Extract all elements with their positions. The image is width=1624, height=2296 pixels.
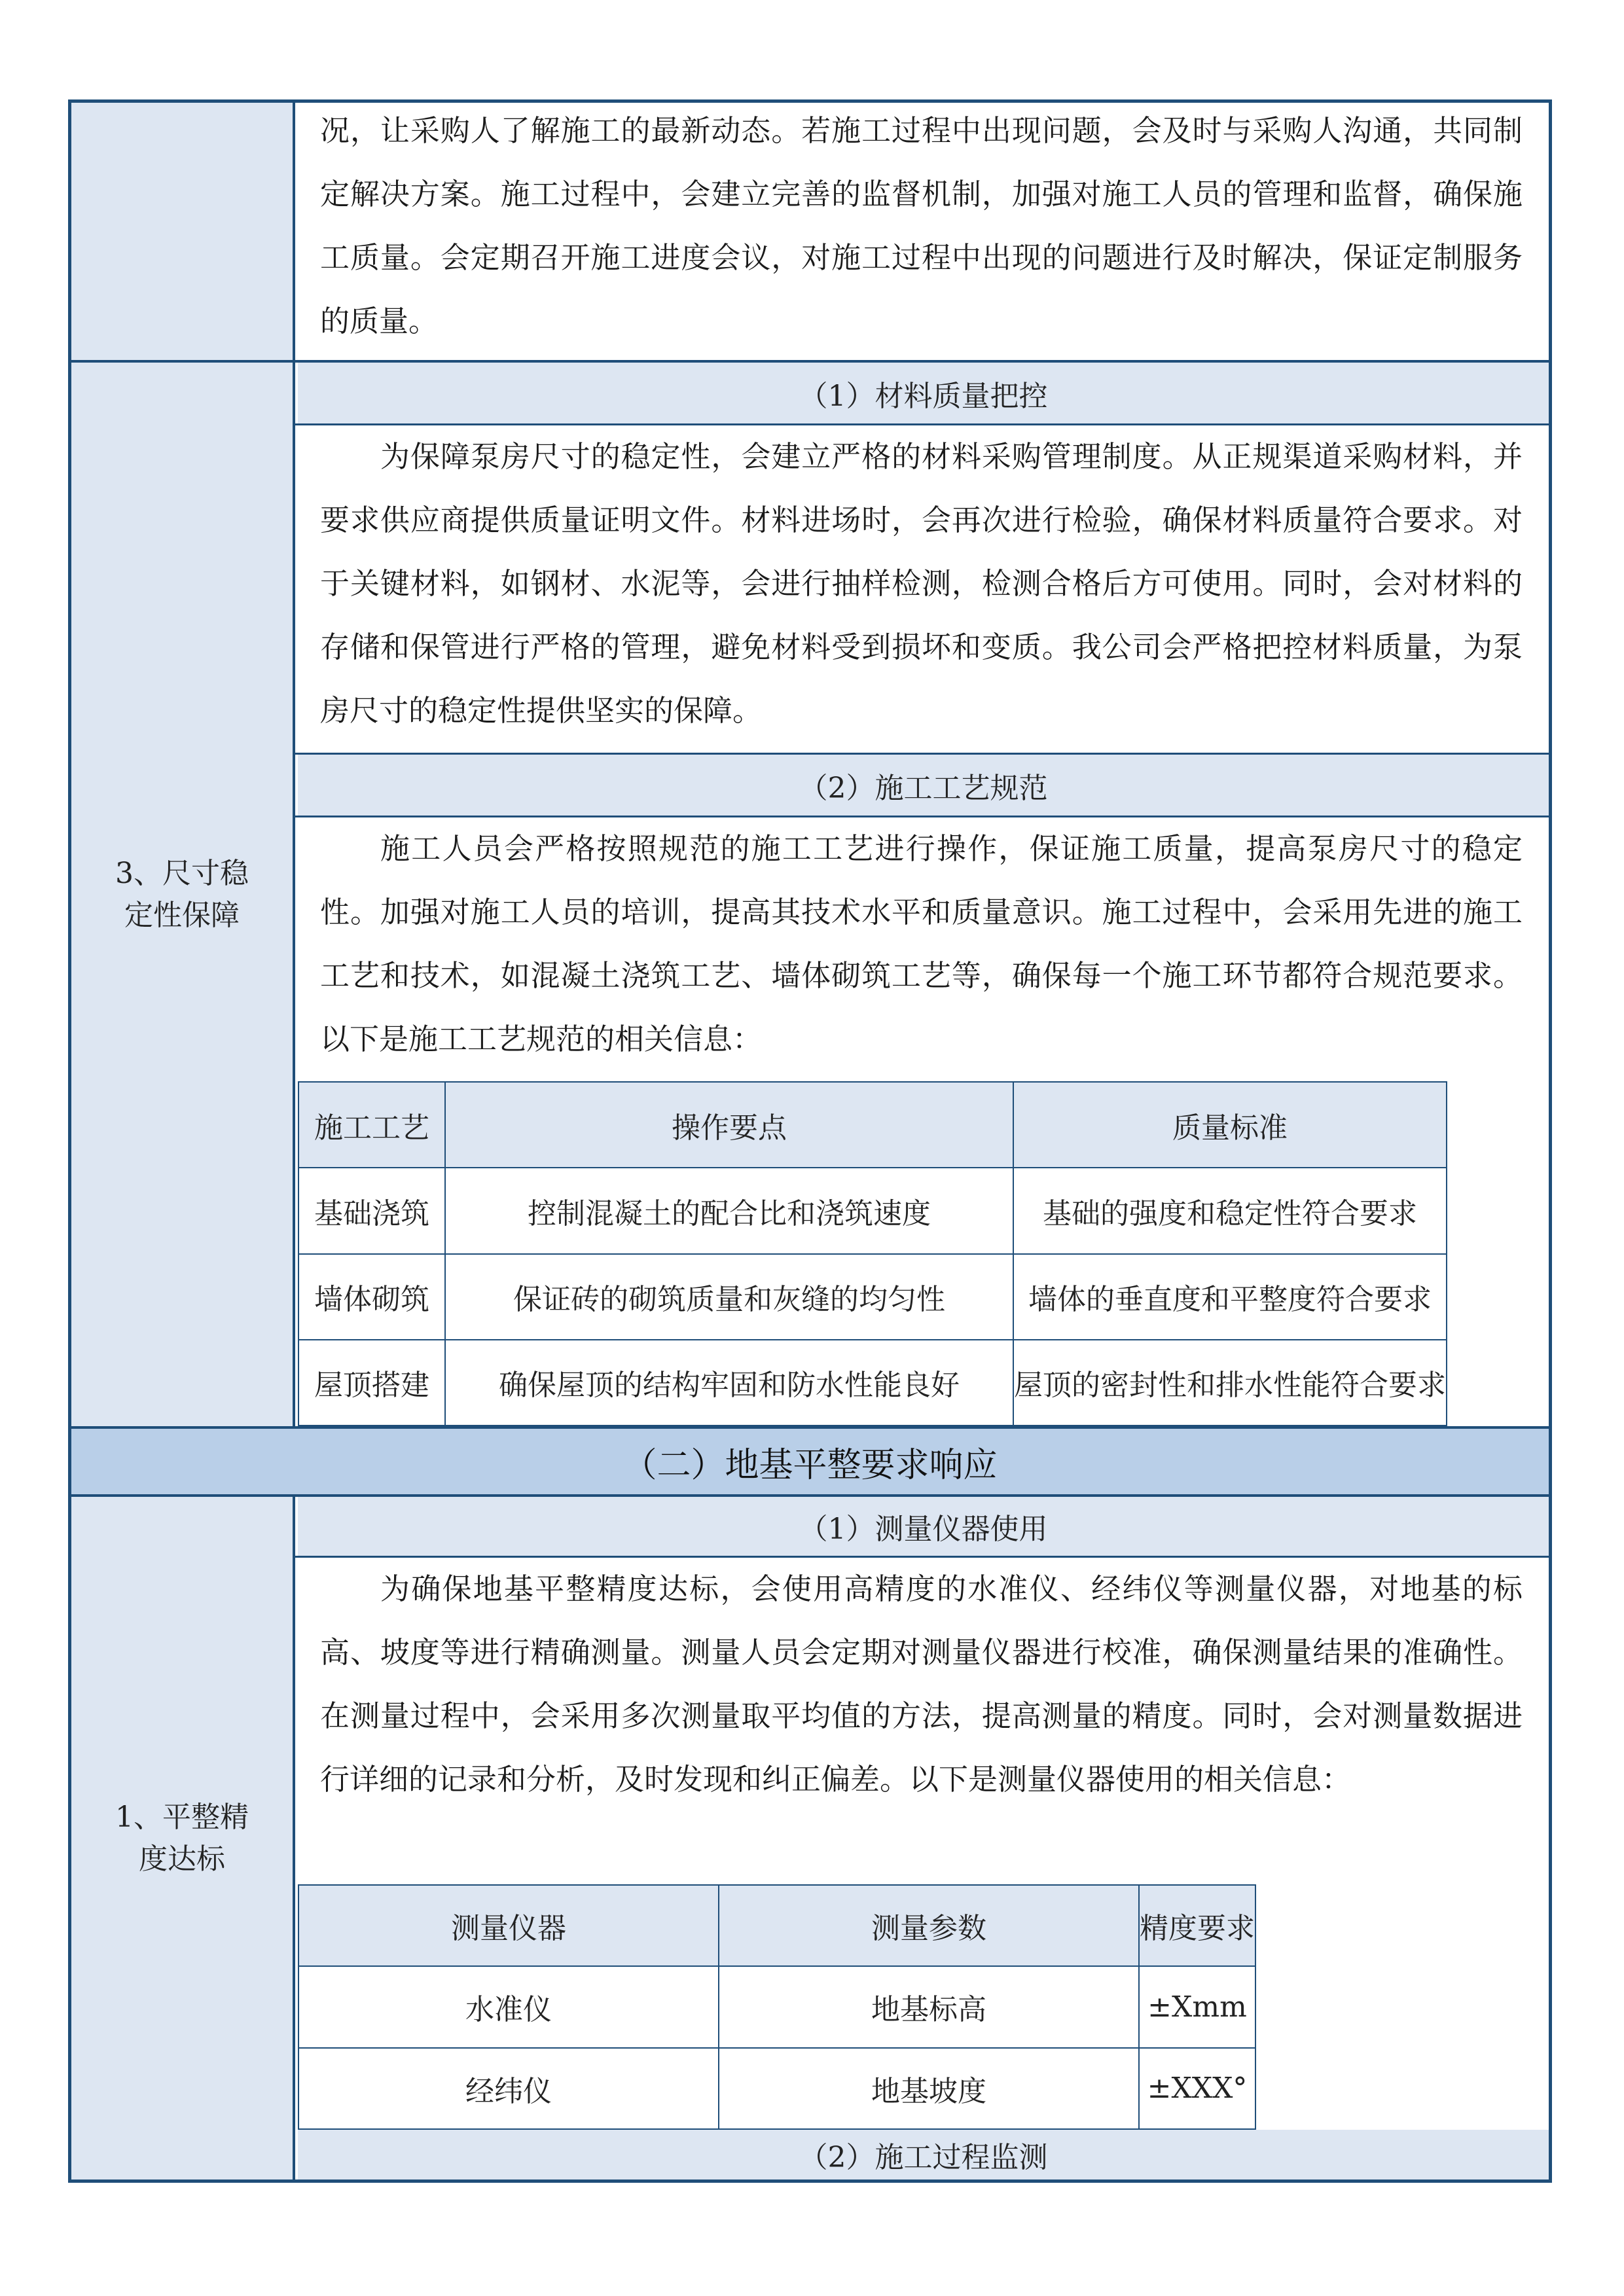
section-title-foundation: （二）地基平整要求响应: [71, 1429, 1549, 1494]
label-size-stability: [71, 363, 295, 1426]
subheading-material-quality: （1）材料质量把控: [298, 363, 1549, 423]
table-header-cell: 施工工艺: [298, 1082, 445, 1168]
subheading-instrument-use: （1）测量仪器使用: [298, 1497, 1549, 1556]
table-header-cell: 测量仪器: [298, 1885, 719, 1966]
process-table: [298, 1081, 1447, 1426]
document-frame: [68, 99, 1552, 2183]
table-header-cell: 质量标准: [1013, 1082, 1447, 1168]
table-cell: 墙体的垂直度和平整度符合要求: [1013, 1254, 1447, 1340]
label-line-2: 定性保障: [124, 898, 240, 932]
label-flatness-precision: [71, 1497, 295, 2179]
continuation-paragraph: 况，让采购人了解施工的最新动态。若施工过程中出现问题，会及时与采购人沟通，共同制定解决方案。施工过程中，会建立完善的监督机制，加强对施工人员的管理和监督，确保施工质量。会定期召开施工进度会议，对施工过程中出现的问题进行及时解决，保证定制服务的质量。: [320, 113, 1523, 338]
table-cell: 控制混凝土的配合比和浇筑速度: [445, 1168, 1013, 1253]
table-header-cell: 精度要求: [1139, 1885, 1255, 1966]
table-row: [298, 2048, 1255, 2129]
table-cell: ±Xmm: [1139, 1966, 1255, 2047]
table-cell: 地基标高: [719, 1966, 1139, 2047]
table-row: [298, 1340, 1447, 1426]
left-cell-blank: [71, 103, 295, 360]
table-row: [298, 1966, 1255, 2047]
label-line-1: 3、尺寸稳: [115, 856, 249, 890]
construction-process-paragraph: 施工人员会严格按照规范的施工工艺进行操作，保证施工质量，提高泵房尺寸的稳定性。加强对施工人员的培训，提高其技术水平和质量意识。施工过程中，会采用先进的施工工艺和技术，如混凝土浇筑工艺、墙体砌筑工艺等，确保每一个施工环节都符合规范要求。以下是施工工艺规范的相关信息：: [320, 831, 1523, 1056]
table-header-cell: 操作要点: [445, 1082, 1013, 1168]
table-cell: 水准仪: [298, 1966, 719, 2047]
label-line-2: 度达标: [139, 1842, 225, 1876]
table-cell: 经纬仪: [298, 2048, 719, 2129]
table-row: [298, 1254, 1447, 1340]
table-cell: ±XXX°: [1139, 2048, 1255, 2129]
instrument-use-paragraph: 为确保地基平整精度达标，会使用高精度的水准仪、经纬仪等测量仪器，对地基的标高、坡度等进行精确测量。测量人员会定期对测量仪器进行校准，确保测量结果的准确性。在测量过程中，会采用多次测量取平均值的方法，提高测量的精度。同时，会对测量数据进行详细的记录和分析，及时发现和纠正偏差。以下是测量仪器使用的相关信息：: [320, 1571, 1523, 1797]
table-cell: 基础浇筑: [298, 1168, 445, 1253]
table-header-row: [298, 1885, 1255, 1966]
subheading-process-monitoring: （2）施工过程监测: [298, 2130, 1549, 2179]
table-cell: 确保屋顶的结构牢固和防水性能良好: [445, 1340, 1013, 1426]
table-cell: 基础的强度和稳定性符合要求: [1013, 1168, 1447, 1253]
label-line-1: 1、平整精: [115, 1800, 249, 1834]
table-header-row: [298, 1082, 1447, 1168]
subheading-construction-process: （2）施工工艺规范: [298, 755, 1549, 816]
table-cell: 保证砖的砌筑质量和灰缝的均匀性: [445, 1254, 1013, 1340]
table-cell: 墙体砌筑: [298, 1254, 445, 1340]
material-quality-paragraph: 为保障泵房尺寸的稳定性，会建立严格的材料采购管理制度。从正规渠道采购材料，并要求供应商提供质量证明文件。材料进场时，会再次进行检验，确保材料质量符合要求。对于关键材料，如钢材、水泥等，会进行抽样检测，检测合格后方可使用。同时，会对材料的存储和保管进行严格的管理，避免材料受到损坏和变质。我公司会严格把控材料质量，为泵房尺寸的稳定性提供坚实的保障。: [320, 439, 1523, 728]
instrument-table: [298, 1884, 1256, 2130]
table-row: [298, 1168, 1447, 1253]
table-header-cell: 测量参数: [719, 1885, 1139, 1966]
table-cell: 屋顶的密封性和排水性能符合要求: [1013, 1340, 1447, 1426]
table-cell: 地基坡度: [719, 2048, 1139, 2129]
table-cell: 屋顶搭建: [298, 1340, 445, 1426]
